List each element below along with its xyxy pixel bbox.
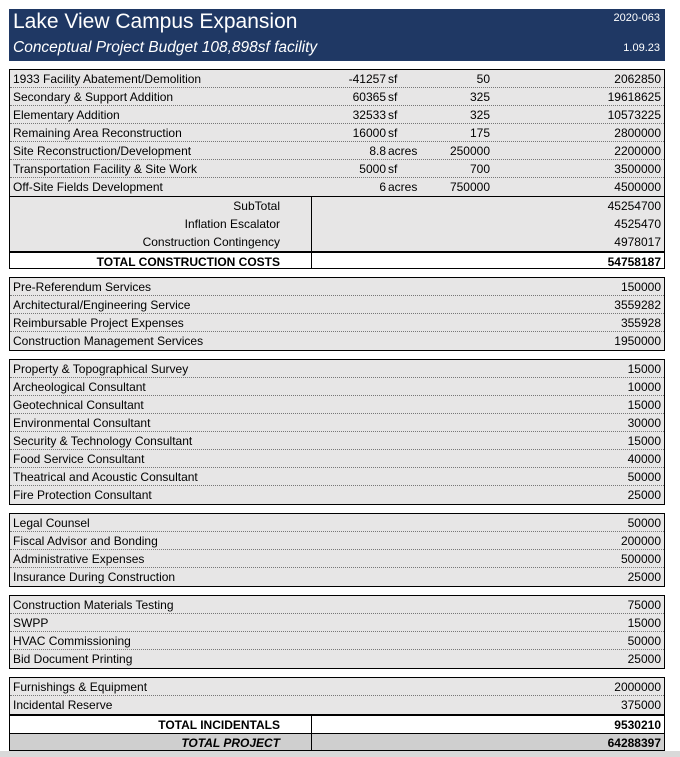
line-item-amount: 355928 (620, 316, 661, 330)
line-item-label: 1933 Facility Abatement/Demolition (13, 72, 202, 86)
line-item-quantity: 16000 (352, 126, 386, 140)
page-subtitle: Conceptual Project Budget 108,898sf facility (13, 39, 318, 56)
total-project-row (9, 733, 665, 751)
line-item-amount: 15000 (627, 434, 661, 448)
line-item-amount: 375000 (620, 698, 661, 712)
line-item-row (10, 650, 664, 668)
line-item-label: Insurance During Construction (13, 570, 176, 584)
line-item-unit: sf (388, 108, 398, 122)
line-item-unit: acres (388, 180, 418, 194)
line-item-label: Pre-Referendum Services (13, 280, 152, 294)
line-item-label: Bid Document Printing (13, 652, 133, 666)
line-item-label: Incidental Reserve (13, 698, 113, 712)
total-construction-label: TOTAL CONSTRUCTION COSTS (96, 255, 280, 269)
line-item-rate: 175 (469, 126, 490, 140)
line-item-group (9, 595, 665, 669)
line-item-label: Security & Technology Consultant (13, 434, 193, 448)
line-item-quantity: 60365 (352, 90, 386, 104)
line-item-label: SWPP (13, 616, 49, 630)
subtotal-row (10, 197, 664, 215)
incidental-groups (9, 269, 665, 715)
line-item-label: Furnishings & Equipment (13, 680, 148, 694)
line-item-label: Reimbursable Project Expenses (13, 316, 184, 330)
line-item-amount: 3559282 (614, 298, 661, 312)
line-item-quantity: 6 (379, 180, 386, 194)
line-item-label: Site Reconstruction/Development (13, 144, 192, 158)
line-item-quantity: 8.8 (369, 144, 386, 158)
construction-row (10, 178, 664, 196)
line-item-label: Fire Protection Consultant (13, 488, 152, 502)
line-item-label: Administrative Expenses (13, 552, 145, 566)
line-item-row (10, 632, 664, 650)
project-code: 2020-063 (613, 12, 660, 24)
total-incidentals-amount: 9530210 (614, 718, 661, 732)
page-title: Lake View Campus Expansion (13, 10, 298, 33)
subtotal-row (10, 233, 664, 251)
line-item-amount: 50000 (627, 470, 661, 484)
line-item-label: Architectural/Engineering Service (13, 298, 191, 312)
line-item-row (10, 414, 664, 432)
construction-row (10, 124, 664, 142)
total-project-label: TOTAL PROJECT (181, 736, 280, 750)
line-item-amount: 15000 (627, 398, 661, 412)
construction-row (10, 160, 664, 178)
line-item-group (9, 359, 665, 505)
line-item-label: Fiscal Advisor and Bonding (13, 534, 158, 548)
line-item-label: Construction Management Services (13, 334, 204, 348)
line-item-amount: 2200000 (614, 144, 661, 158)
line-item-label: Elementary Addition (13, 108, 120, 122)
construction-row (10, 70, 664, 88)
budget-sheet (9, 9, 665, 751)
line-item-unit: sf (388, 72, 398, 86)
line-item-quantity: 5000 (359, 162, 386, 176)
line-item-amount: 4500000 (614, 180, 661, 194)
line-item-row (10, 468, 664, 486)
line-item-amount: 19618625 (607, 90, 661, 104)
line-item-unit: sf (388, 162, 398, 176)
construction-row (10, 88, 664, 106)
line-item-row (10, 378, 664, 396)
line-item-label: Archeological Consultant (13, 380, 146, 394)
line-item-label: Environmental Consultant (13, 416, 151, 430)
total-construction-amount: 54758187 (607, 255, 661, 269)
line-item-row (10, 486, 664, 504)
page-shadow (0, 751, 680, 757)
line-item-row (10, 550, 664, 568)
line-item-quantity: 32533 (352, 108, 386, 122)
line-item-rate: 325 (469, 90, 490, 104)
line-item-amount: 15000 (627, 362, 661, 376)
line-item-label: Legal Counsel (13, 516, 90, 530)
line-item-row (10, 614, 664, 632)
subtotal-label: Inflation Escalator (184, 217, 280, 231)
line-item-amount: 75000 (627, 598, 661, 612)
line-item-label: Construction Materials Testing (13, 598, 174, 612)
line-item-row (10, 514, 664, 532)
total-project-amount: 64288397 (607, 736, 661, 750)
line-item-row (10, 678, 664, 696)
line-item-label: Food Service Consultant (13, 452, 145, 466)
line-item-amount: 25000 (627, 570, 661, 584)
total-construction-row (9, 251, 665, 269)
line-item-rate: 700 (469, 162, 490, 176)
total-incidentals-label: TOTAL INCIDENTALS (158, 718, 280, 732)
line-item-row (10, 596, 664, 614)
subtotal-label: Construction Contingency (142, 235, 280, 249)
construction-row (10, 142, 664, 160)
line-item-row (10, 332, 664, 350)
line-item-label: Theatrical and Acoustic Consultant (13, 470, 198, 484)
line-item-amount: 3500000 (614, 162, 661, 176)
line-item-label: Off-Site Fields Development (13, 180, 163, 194)
line-item-amount: 200000 (620, 534, 661, 548)
line-item-amount: 25000 (627, 652, 661, 666)
line-item-label: Remaining Area Reconstruction (13, 126, 182, 140)
line-item-amount: 50000 (627, 516, 661, 530)
line-item-amount: 2000000 (614, 680, 661, 694)
line-item-label: Property & Topographical Survey (13, 362, 189, 376)
line-item-group (9, 513, 665, 587)
line-item-group (9, 277, 665, 351)
line-item-amount: 10573225 (607, 108, 661, 122)
document-date: 1.09.23 (623, 42, 660, 54)
line-item-amount: 1950000 (614, 334, 661, 348)
line-item-rate: 250000 (449, 144, 490, 158)
line-item-label: Transportation Facility & Site Work (13, 162, 198, 176)
line-item-row (10, 432, 664, 450)
line-item-amount: 40000 (627, 452, 661, 466)
line-item-amount: 500000 (620, 552, 661, 566)
subtotal-amount: 45254700 (607, 199, 661, 213)
line-item-amount: 25000 (627, 488, 661, 502)
line-item-row (10, 568, 664, 586)
line-item-row (10, 396, 664, 414)
line-item-row (10, 296, 664, 314)
total-incidentals-row (9, 715, 665, 733)
line-item-quantity: -41257 (348, 72, 386, 86)
subtotal-label: SubTotal (233, 199, 280, 213)
construction-row (10, 106, 664, 124)
subtotal-amount: 4978017 (614, 235, 661, 249)
line-item-label: HVAC Commissioning (13, 634, 131, 648)
line-item-label: Secondary & Support Addition (13, 90, 174, 104)
header-band (9, 9, 665, 61)
line-item-amount: 2800000 (614, 126, 661, 140)
construction-group (9, 69, 665, 197)
line-item-unit: sf (388, 90, 398, 104)
line-item-amount: 15000 (627, 616, 661, 630)
line-item-amount: 10000 (627, 380, 661, 394)
line-item-unit: sf (388, 126, 398, 140)
line-item-group (9, 677, 665, 715)
line-item-row (10, 360, 664, 378)
line-item-amount: 30000 (627, 416, 661, 430)
line-item-amount: 50000 (627, 634, 661, 648)
subtotal-amount: 4525470 (614, 217, 661, 231)
line-item-row (10, 532, 664, 550)
line-item-label: Geotechnical Consultant (13, 398, 144, 412)
line-item-unit: acres (388, 144, 418, 158)
line-item-amount: 150000 (620, 280, 661, 294)
line-item-rate: 325 (469, 108, 490, 122)
line-item-row (10, 450, 664, 468)
line-item-row (10, 314, 664, 332)
subtotal-group (9, 197, 665, 251)
line-item-amount: 2062850 (614, 72, 661, 86)
line-item-rate: 50 (476, 72, 490, 86)
line-item-rate: 750000 (449, 180, 490, 194)
subtotal-row (10, 215, 664, 233)
line-item-row (10, 278, 664, 296)
line-item-row (10, 696, 664, 714)
